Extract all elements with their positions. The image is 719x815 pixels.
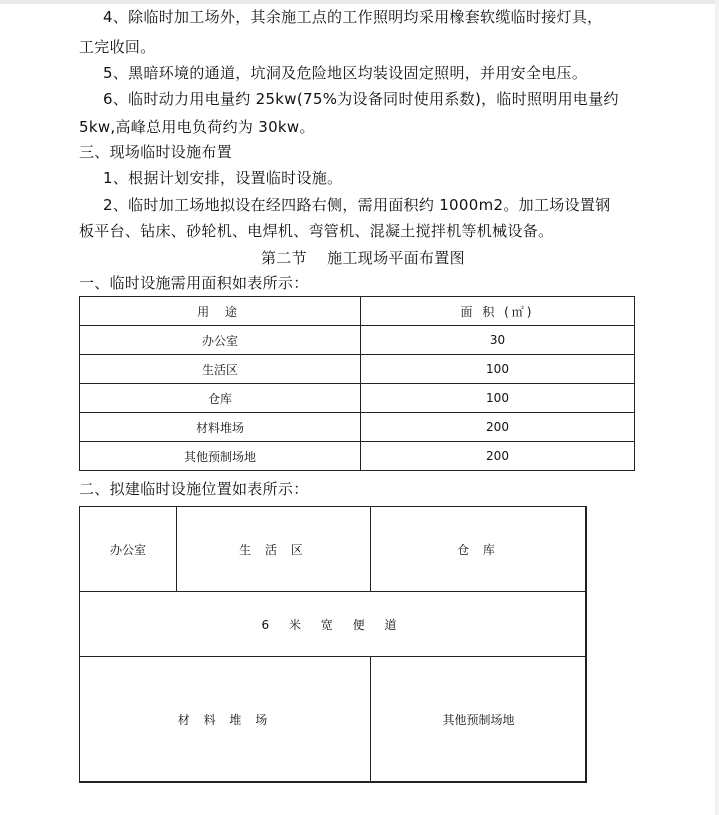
paragraph-6-line-2: 5kw,高峰总用电负荷约为 30kw。 <box>79 118 315 136</box>
layout-warehouse: 仓 库 <box>370 506 587 592</box>
table-row <box>80 355 635 384</box>
layout-prefab-area: 其他预制场地 <box>370 656 587 783</box>
section-title: 第二节 施工现场平面布置图 <box>261 249 465 267</box>
paragraph-6-line-1: 6、临时动力用电量约 25kw(75%为设备同时使用系数)，临时照明用电量约 <box>103 90 619 108</box>
cell-usage: 材料堆场 <box>80 413 361 442</box>
layout-material-yard: 材 料 堆 场 <box>79 656 371 783</box>
area-table <box>79 296 635 471</box>
paragraph-2-line-1: 2、临时加工场地拟设在经四路右侧，需用面积约 1000m2。加工场设置钢 <box>103 196 611 214</box>
table-header-row <box>80 297 635 326</box>
cell-usage: 生活区 <box>80 355 361 384</box>
cell-area: 100 <box>361 355 635 384</box>
table-row <box>80 413 635 442</box>
header-area: 面 积 (㎡) <box>361 297 635 326</box>
paragraph-2-line-2: 板平台、钻床、砂轮机、电焊机、弯管机、混凝土搅拌机等机械设备。 <box>79 222 554 240</box>
cell-area: 100 <box>361 384 635 413</box>
table-row <box>80 442 635 471</box>
layout-office: 办公室 <box>79 506 177 592</box>
layout-living-area: 生 活 区 <box>176 506 371 592</box>
table-row <box>80 384 635 413</box>
cell-usage: 其他预制场地 <box>80 442 361 471</box>
paragraph-4-line-2: 工完收回。 <box>79 38 156 56</box>
cell-usage: 仓库 <box>80 384 361 413</box>
cell-usage: 办公室 <box>80 326 361 355</box>
cell-area: 200 <box>361 442 635 471</box>
table-row <box>80 326 635 355</box>
paragraph-5: 5、黑暗环境的通道，坑洞及危险地区均装设固定照明，并用安全电压。 <box>103 64 588 82</box>
subheading-layout-plan: 二、拟建临时设施位置如表所示： <box>79 480 309 498</box>
cell-area: 200 <box>361 413 635 442</box>
page-right-edge <box>715 0 719 815</box>
site-layout-plan <box>79 506 586 782</box>
paragraph-1-plan: 1、根据计划安排，设置临时设施。 <box>103 169 343 187</box>
paragraph-4-line-1: 4、除临时加工场外，其余施工点的工作照明均采用橡套软缆临时接灯具， <box>103 8 603 26</box>
heading-site-facilities: 三、现场临时设施布置 <box>79 143 233 161</box>
layout-road: 6 米 宽 便 道 <box>79 591 587 657</box>
header-usage: 用 途 <box>80 297 361 326</box>
subheading-area-table: 一、临时设施需用面积如表所示： <box>79 274 309 292</box>
cell-area: 30 <box>361 326 635 355</box>
